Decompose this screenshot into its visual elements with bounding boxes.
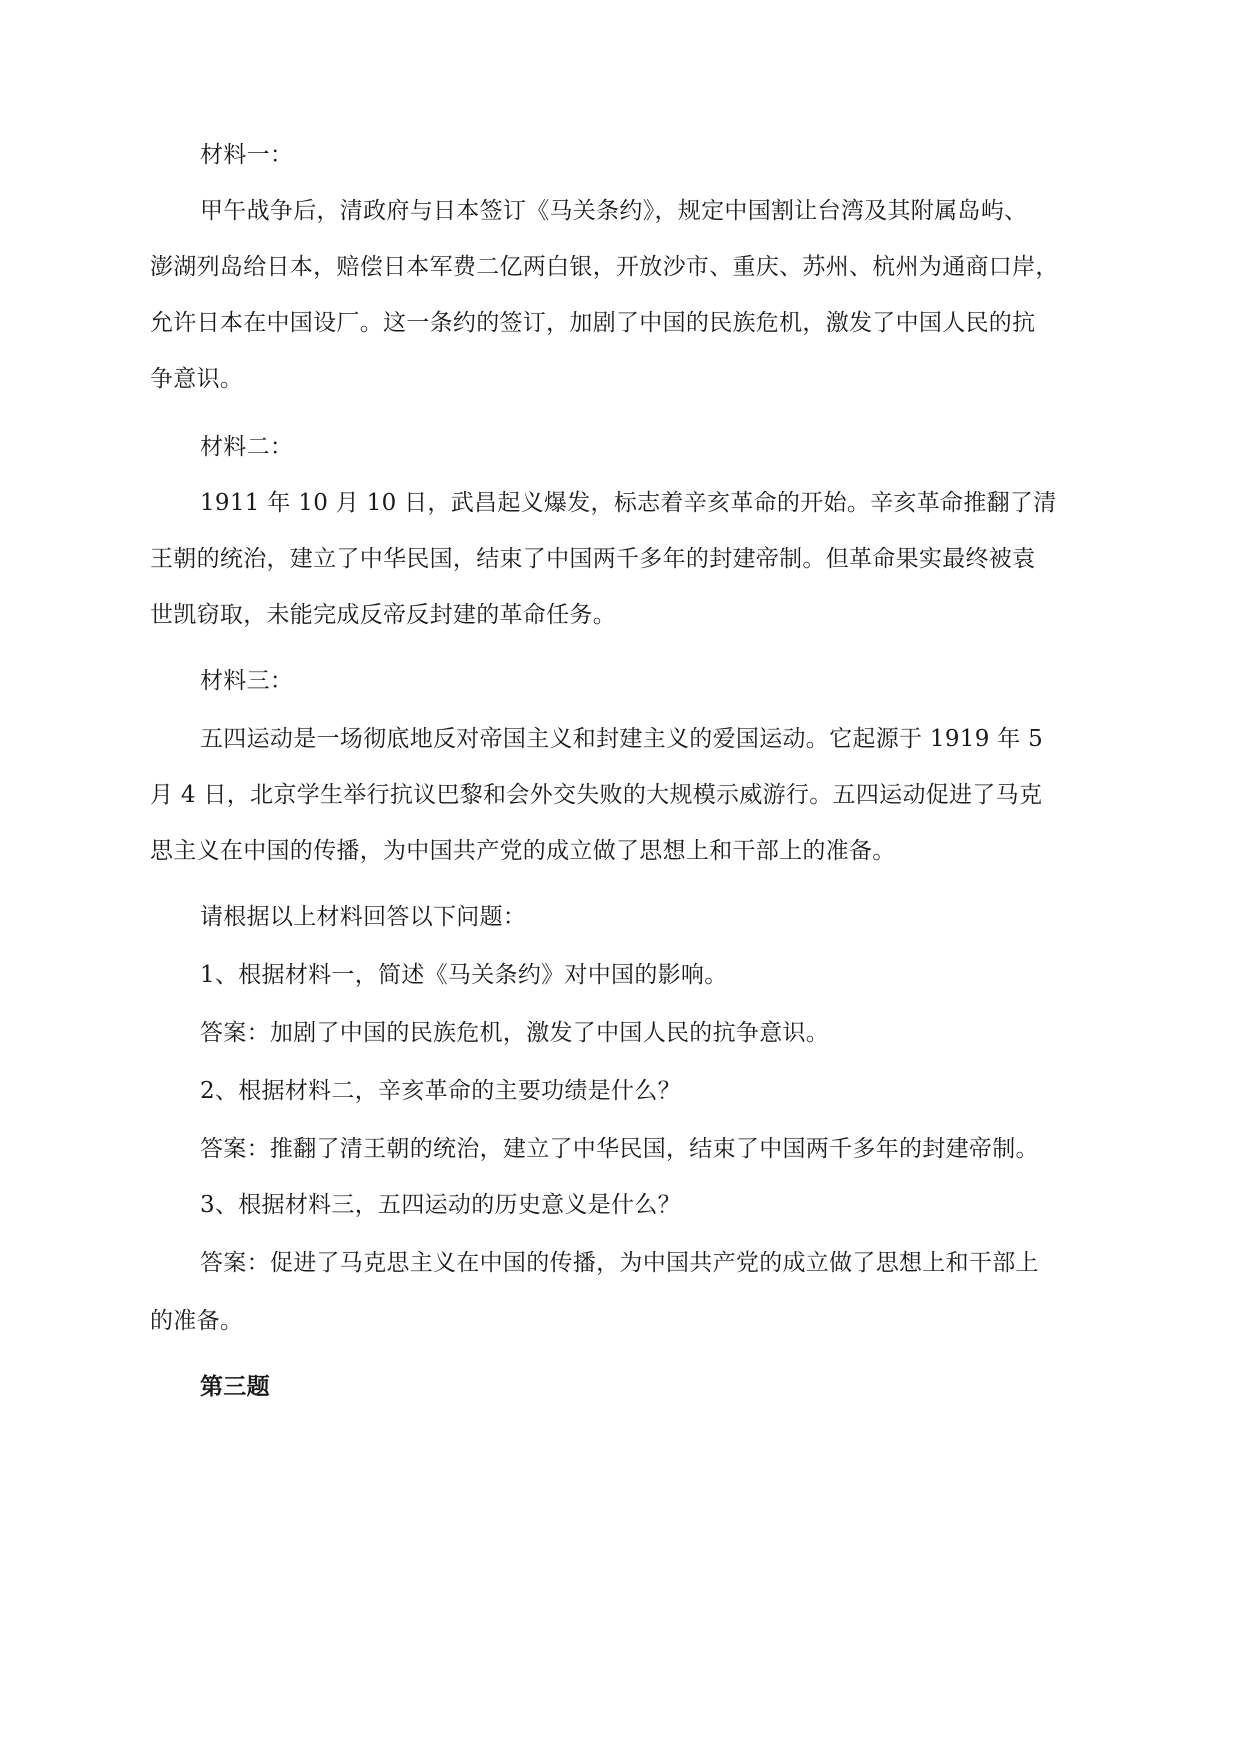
question-3: 3、根据材料三，五四运动的历史意义是什么？	[200, 1192, 681, 1218]
answer-3: 答案：促进了马克思主义在中国的传播，为中国共产党的成立做了思想上和干部上	[200, 1250, 1039, 1276]
material-1-text-line: 允许日本在中国设厂。这一条约的签订，加剧了中国的民族危机，激发了中国人民的抗	[150, 310, 1036, 336]
answer-1: 答案：加剧了中国的民族危机，激发了中国人民的抗争意识。	[200, 1020, 830, 1046]
material-2-text-line: 1911 年 10 月 10 日，武昌起义爆发，标志着辛亥革命的开始。辛亥革命推翻了清	[200, 490, 1057, 516]
material-1-text-line: 澎湖列岛给日本，赔偿日本军费二亿两白银，开放沙市、重庆、苏州、杭州为通商口岸，	[150, 254, 1059, 280]
material-1-text-line: 甲午战争后，清政府与日本签订《马关条约》，规定中国割让台湾及其附属岛屿、	[200, 198, 1028, 224]
material-3-text-line: 月 4 日，北京学生举行抗议巴黎和会外交失败的大规模示威游行。五四运动促进了马克	[150, 782, 1043, 808]
question-2: 2、根据材料二，辛亥革命的主要功绩是什么？	[200, 1078, 681, 1104]
material-2-text-line: 王朝的统治，建立了中华民国，结束了中国两千多年的封建帝制。但革命果实最终被袁	[150, 546, 1036, 572]
material-1-label: 材料一：	[200, 142, 294, 168]
question-prompt: 请根据以上材料回答以下问题：	[200, 904, 527, 930]
material-2-text-line: 世凯窃取，未能完成反帝反封建的革命任务。	[150, 602, 616, 628]
material-3-label: 材料三：	[200, 668, 294, 694]
section-heading: 第三题	[200, 1374, 270, 1400]
answer-3-continuation: 的准备。	[150, 1308, 244, 1334]
material-2-label: 材料二：	[200, 434, 294, 460]
material-3-text-line: 思主义在中国的传播，为中国共产党的成立做了思想上和干部上的准备。	[150, 838, 896, 864]
material-3-text-line: 五四运动是一场彻底地反对帝国主义和封建主义的爱国运动。它起源于 1919 年 5	[200, 726, 1044, 752]
question-1: 1、根据材料一，简述《马关条约》对中国的影响。	[200, 962, 728, 988]
answer-2: 答案：推翻了清王朝的统治，建立了中华民国，结束了中国两千多年的封建帝制。	[200, 1136, 1039, 1162]
material-1-text-line: 争意识。	[150, 366, 244, 392]
